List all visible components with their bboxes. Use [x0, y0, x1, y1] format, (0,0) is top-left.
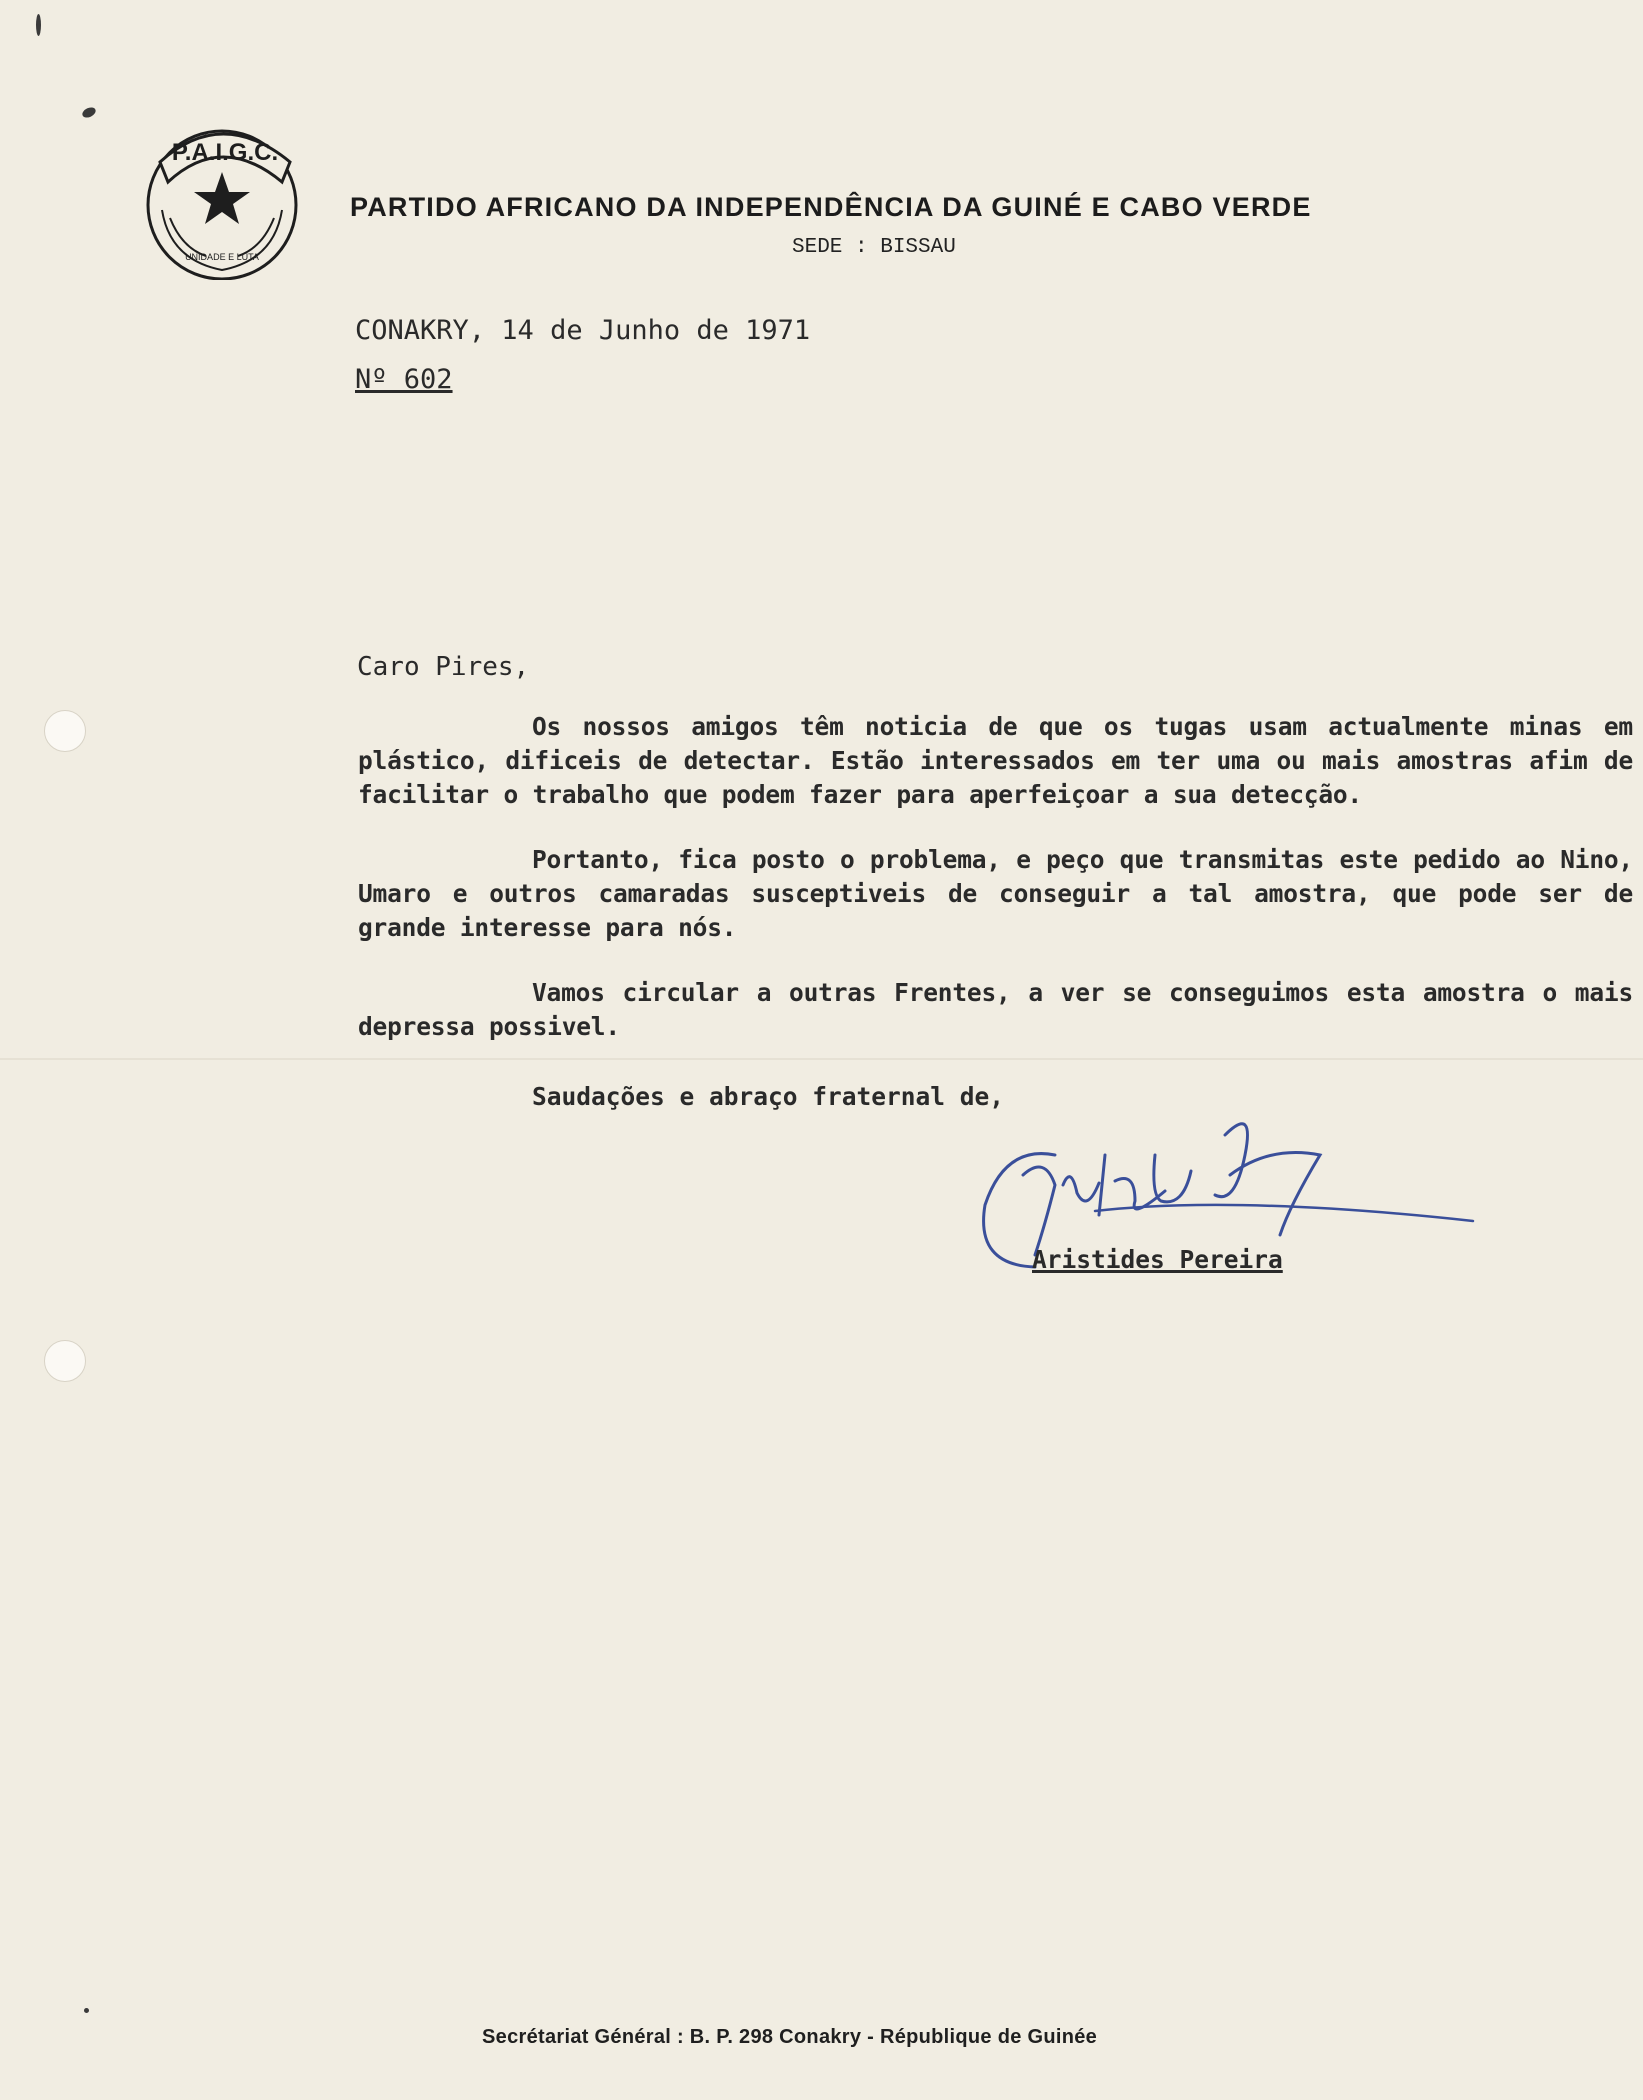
body-paragraph: Os nossos amigos têm noticia de que os tugas usam actualmente minas em plástico, dificeis de detectar. Estão interessados em ter uma ou mais amostras afim de facilitar o trabalho que podem fazer para aperfeiçoar a sua detecção. [358, 712, 1633, 809]
paigc-emblem-icon [140, 110, 310, 280]
punch-hole-bottom [44, 1340, 86, 1382]
closing: Saudações e abraço fraternal de, [532, 1082, 1005, 1111]
party-name: PARTIDO AFRICANO DA INDEPENDÊNCIA DA GUINÉ E CABO VERDE [350, 192, 1312, 222]
body-paragraph: Portanto, fica posto o problema, e peço que transmitas este pedido ao Nino, Umaro e outros camaradas susceptiveis de conseguir a tal amostra, que pode ser de grande interesse para nós. [358, 845, 1633, 942]
ink-mark [84, 2008, 89, 2013]
party-seat: SEDE : BISSAU [792, 236, 956, 259]
letterhead-footer: Secrétariat Général : B. P. 298 Conakry - République de Guinée [482, 2026, 1098, 2048]
punch-hole-top [44, 710, 86, 752]
ink-mark [81, 105, 97, 119]
place-date: CONAKRY, 14 de Junho de 1971 [355, 315, 811, 346]
ink-mark [36, 14, 41, 36]
signatory-name: Aristides Pereira [1032, 1245, 1283, 1274]
salutation: Caro Pires, [357, 652, 530, 682]
svg-text:UNIDADE E LUTA: UNIDADE E LUTA [185, 252, 259, 262]
reference-number: Nº 602 [355, 364, 453, 395]
body-paragraph: Vamos circular a outras Frentes, a ver se conseguimos esta amostra o mais depressa possivel. [358, 978, 1633, 1041]
svg-text:P.A.I.G.C.: P.A.I.G.C. [171, 139, 279, 166]
paper-fold-line [0, 1058, 1643, 1060]
